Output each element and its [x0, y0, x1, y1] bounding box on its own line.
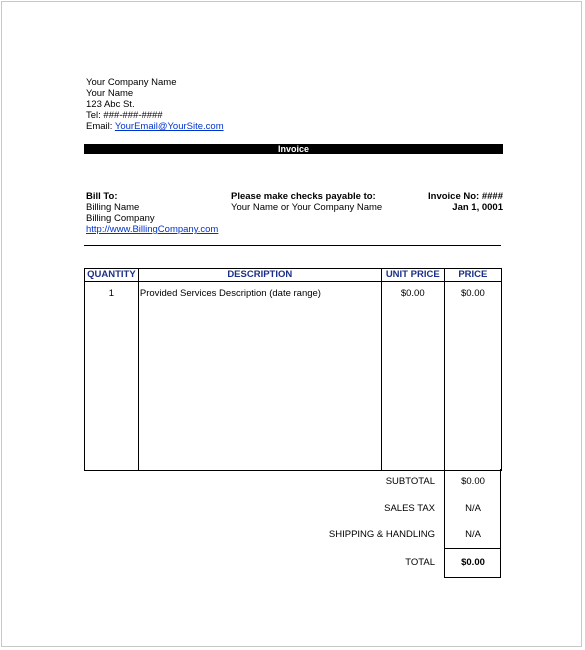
company-address: 123 Abc St.	[86, 99, 135, 110]
table-row	[85, 282, 502, 471]
header-description: DESCRIPTION	[138, 269, 381, 282]
shipping-label: SHIPPING & HANDLING	[328, 529, 435, 540]
cell-price: $0.00	[444, 282, 501, 471]
header-quantity: QUANTITY	[85, 269, 139, 282]
items-table	[84, 268, 502, 471]
divider-rule	[84, 245, 501, 246]
email-label: Email:	[86, 121, 115, 132]
payable-name: Your Name or Your Company Name	[231, 202, 383, 213]
cell-description: Provided Services Description (date range)	[138, 282, 381, 471]
invoice-banner: Invoice	[84, 144, 503, 154]
subtotal-label: SUBTOTAL	[385, 476, 435, 487]
subtotal-value: $0.00	[461, 476, 485, 487]
sales-tax-label: SALES TAX	[384, 503, 435, 514]
totals-separator	[444, 548, 501, 549]
payable-block	[231, 191, 382, 213]
invoice-number: Invoice No: ####	[428, 191, 503, 202]
invoice-date: Jan 1, 0001	[452, 202, 503, 213]
total-value: $0.00	[461, 557, 485, 568]
company-name: Your Company Name	[86, 77, 177, 88]
company-email-link[interactable]: YourEmail@YourSite.com	[114, 121, 224, 132]
header-price: PRICE	[444, 269, 501, 282]
company-person: Your Name	[86, 88, 134, 99]
company-tel: Tel: ###-###-####	[86, 110, 163, 121]
billing-name: Billing Name	[86, 202, 140, 213]
payable-heading: Please make checks payable to:	[231, 191, 376, 202]
billing-url-link[interactable]: http://www.BillingCompany.com	[86, 224, 219, 235]
billing-company: Billing Company	[86, 213, 155, 224]
bill-to-heading: Bill To:	[86, 191, 118, 202]
header-unit-price: UNIT PRICE	[381, 269, 444, 282]
bill-to-block	[86, 191, 218, 235]
cell-unit-price: $0.00	[381, 282, 444, 471]
total-label: TOTAL	[405, 557, 435, 568]
cell-quantity: 1	[85, 282, 139, 471]
company-block	[86, 77, 224, 132]
company-email-line	[86, 121, 224, 132]
sales-tax-value: N/A	[465, 503, 481, 514]
shipping-value: N/A	[465, 529, 481, 540]
table-header-row	[85, 269, 502, 282]
invoice-meta-block	[428, 191, 503, 213]
